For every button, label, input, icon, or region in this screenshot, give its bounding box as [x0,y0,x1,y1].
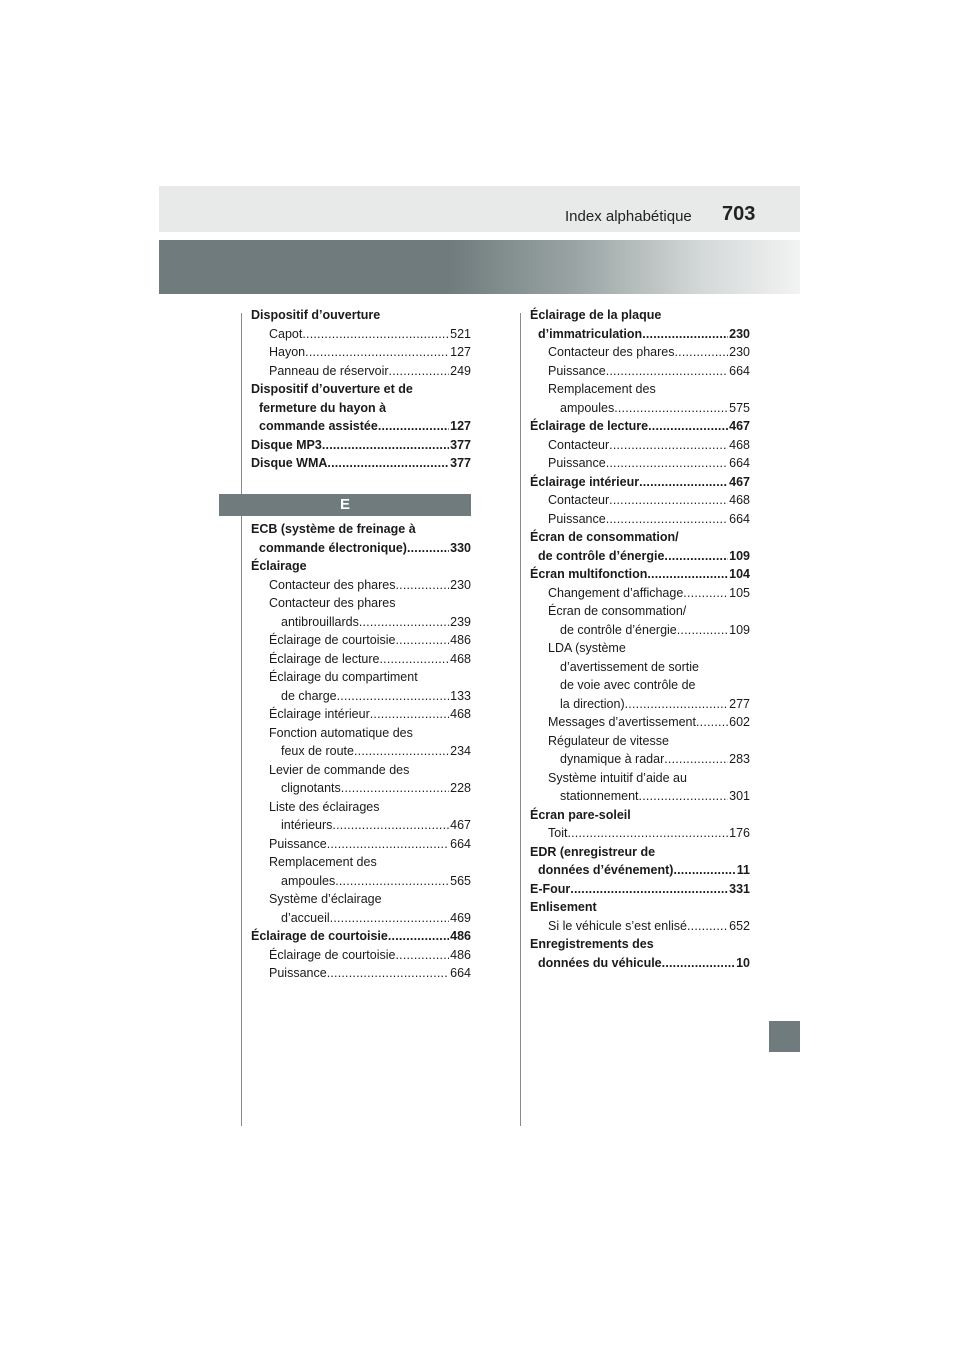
dot-leader [683,584,728,603]
index-entry-text: Levier de commande des [269,762,410,777]
index-entry-page: 486 [450,633,471,647]
dot-leader [378,417,449,436]
index-entry-page: 133 [450,688,471,703]
dot-leader [614,399,728,418]
index-entry-page: 105 [729,585,750,600]
index-entry [530,362,750,381]
index-entry-label: clignotants [281,781,341,795]
left-column-rule [241,313,242,1126]
index-entry-text: Éclairage [251,559,307,573]
dot-leader [625,695,729,714]
left-column-top [251,306,471,473]
index-entry [530,325,750,344]
index-entry [251,576,471,595]
index-entry-page: 331 [729,881,750,896]
dot-leader [609,491,728,510]
index-entry-page: 104 [729,567,750,581]
index-entry-label: ampoules [281,873,336,888]
dot-leader [642,325,728,344]
dot-leader [354,742,449,761]
dot-leader [332,816,449,835]
index-entry-text: Dispositif d’ouverture [251,308,381,322]
index-entry-page: 230 [450,577,471,592]
index-entry-page: 11 [736,863,750,877]
index-entry-text: Remplacement des [548,382,656,396]
index-entry-label: ampoules [560,400,615,415]
index-entry [530,621,750,640]
index-entry-page: 664 [729,363,750,378]
index-entry [530,454,750,473]
index-entry [251,705,471,724]
index-entry-label: Contacteur [548,437,610,452]
index-entry [251,964,471,983]
dot-leader [639,787,729,806]
index-entry-text: Enregistrements des [530,937,654,951]
index-entry-page: 230 [729,345,750,359]
index-entry [530,861,750,880]
index-entry-page: 467 [729,474,750,489]
index-entry-page: 377 [450,437,471,452]
index-entry [530,417,750,436]
dot-leader [606,454,728,473]
index-entry [251,325,471,344]
index-entry [251,417,471,436]
dot-leader [341,779,449,798]
index-entry-page: 469 [450,910,471,925]
index-entry [530,750,750,769]
index-entry [530,399,750,418]
index-entry-page: 127 [450,419,471,433]
index-entry-label: Si le véhicule s’est enlisé [548,918,687,933]
index-entry [530,880,750,899]
index-entry-label: Puissance [548,511,606,526]
dot-leader [606,362,728,381]
index-entry [251,742,471,761]
index-entry-label: données d’événement) [538,863,674,877]
header-bar [159,186,800,232]
dot-leader [696,713,728,732]
index-entry-page: 249 [450,363,471,378]
index-entry [251,650,471,669]
page-number: 703 [722,203,756,225]
index-entry [530,343,750,362]
index-entry-page: 10 [736,955,750,970]
index-entry-page: 301 [729,789,750,803]
index-entry [251,613,471,632]
right-column [530,306,750,972]
index-entry [530,491,750,510]
index-entry-text: LDA (système [548,641,626,655]
index-entry-label: Puissance [269,836,327,851]
index-entry-label: d’accueil [281,910,330,925]
index-entry-label: données du véhicule [538,955,662,970]
index-entry-label: Contacteur des phares [269,577,396,592]
dot-leader [330,909,450,928]
dot-leader [662,954,735,973]
index-entry-text: Liste des éclairages [269,799,380,814]
index-entry-label: Éclairage de courtoisie [251,929,388,943]
index-entry-label: Puissance [269,966,327,980]
index-entry-label: Contacteur [548,493,610,507]
index-entry-page: 468 [729,493,750,507]
index-entry-text: Écran pare-soleil [530,807,631,822]
index-entry-page: 468 [450,651,471,666]
dot-leader [389,362,450,381]
index-entry-label: la direction) [560,696,625,711]
index-entry-text: EDR (enregistreur de [530,844,656,859]
index-entry-label: commande électronique) [259,540,407,555]
index-entry-label: Éclairage intérieur [269,707,370,721]
dot-leader [359,613,449,632]
index-entry-text: Remplacement des [269,855,377,869]
index-entry-text: de voie avec contrôle de [560,678,696,692]
dot-leader [606,510,728,529]
index-entry-label: Changement d’affichage [548,585,684,600]
index-entry [251,631,471,650]
index-entry-page: 664 [729,456,750,470]
index-entry [251,816,471,835]
index-entry-page: 664 [450,966,471,980]
index-entry [530,584,750,603]
index-entry-label: Hayon [269,345,306,359]
index-entry [530,565,750,584]
index-entry-page: 486 [450,929,471,943]
dot-leader [395,946,449,965]
index-entry-page: 228 [450,781,471,795]
index-entry-label: Disque MP3 [251,437,322,452]
index-entry-page: 283 [729,752,750,766]
index-entry-page: 652 [729,918,750,933]
index-entry-label: Éclairage de courtoisie [269,633,396,647]
index-entry [251,436,471,455]
index-entry [251,927,471,946]
index-entry [251,454,471,473]
index-entry [251,909,471,928]
dot-leader [567,824,728,843]
index-entry-label: E-Four [530,881,571,896]
dot-leader [677,621,728,640]
left-column-bottom [251,520,471,983]
section-header-e: E [219,494,471,516]
index-entry-label: Puissance [548,456,606,470]
index-entry [251,362,471,381]
index-entry-text: d’avertissement de sortie [560,659,699,674]
index-entry-page: 127 [450,345,471,359]
index-entry [530,787,750,806]
dot-leader [322,436,449,455]
index-entry-page: 565 [450,873,471,888]
dot-leader [609,436,728,455]
index-entry-label: dynamique à radar [560,752,665,766]
index-entry-label: Éclairage intérieur [530,474,640,489]
dot-leader [664,750,728,769]
index-entry-text: Éclairage du compartiment [269,670,418,684]
dot-leader [395,576,449,595]
dot-leader [302,325,449,344]
page-title: Index alphabétique [565,208,692,225]
dot-leader [570,880,728,899]
index-entry-page: 468 [729,437,750,452]
dot-leader [648,417,728,436]
right-column-rule [520,313,521,1126]
index-entry [251,835,471,854]
thumb-index-tab [769,1021,800,1052]
index-entry-page: 239 [450,614,471,629]
dot-leader [673,861,735,880]
index-entry-label: commande assistée [259,419,378,433]
index-entry-page: 377 [450,456,471,470]
index-entry-page: 176 [729,826,750,840]
index-entry-label: Panneau de réservoir [269,363,389,378]
index-entry [251,779,471,798]
dot-leader [305,343,449,362]
index-entry-text: ECB (système de freinage à [251,522,416,536]
index-entry-label: de contrôle d’énergie [560,622,677,637]
dot-leader [379,650,449,669]
index-entry-page: 664 [450,836,471,851]
index-entry-label: stationnement [560,789,639,803]
index-entry-text: Contacteur des phares [269,596,396,610]
index-entry [530,547,750,566]
index-entry-text: Écran de consommation/ [548,604,687,618]
index-entry-label: Capot [269,326,303,341]
index-entry-label: Contacteur des phares [548,345,675,359]
index-entry [251,872,471,891]
index-entry [530,917,750,936]
index-entry-page: 664 [729,511,750,526]
index-entry-label: Éclairage de courtoisie [269,947,396,962]
index-entry-page: 234 [450,744,471,758]
dot-leader [687,917,728,936]
index-entry [530,713,750,732]
index-entry-label: de charge [281,688,337,703]
dot-leader [639,473,728,492]
index-entry [530,510,750,529]
index-entry-page: 109 [729,548,750,563]
dot-leader [337,687,450,706]
index-entry [251,343,471,362]
index-entry [530,695,750,714]
index-entry-page: 467 [450,818,471,832]
index-entry-label: Messages d’avertissement [548,715,696,729]
index-entry [530,473,750,492]
index-entry-text: Écran de consommation/ [530,530,679,544]
index-entry-page: 486 [450,947,471,962]
index-entry-label: Toit [548,826,568,840]
index-entry-page: 109 [729,622,750,637]
index-entry [530,954,750,973]
index-entry-label: de contrôle d’énergie [538,548,665,563]
index-entry-label: Éclairage de lecture [269,651,380,666]
index-entry-text: fermeture du hayon à [259,400,387,415]
index-entry-label: Éclairage de lecture [530,419,649,433]
index-entry [530,436,750,455]
index-entry [251,539,471,558]
dot-leader [327,835,449,854]
index-entry-page: 575 [729,400,750,415]
dot-leader [664,547,728,566]
dot-leader [647,565,728,584]
index-entry-label: antibrouillards [281,614,359,629]
index-entry-page: 521 [450,326,471,341]
dot-leader [327,964,449,983]
dot-leader [395,631,449,650]
index-entry-page: 467 [729,419,750,433]
index-entry-label: feux de route [281,744,354,758]
index-entry-label: d’immatriculation [538,326,643,341]
index-entry-page: 277 [729,696,750,711]
index-entry-text: Système d’éclairage [269,892,382,906]
index-entry-text: Enlisement [530,900,597,914]
dot-leader [327,454,449,473]
dot-leader [388,927,449,946]
dot-leader [407,539,449,558]
index-entry-label: Disque WMA [251,456,328,470]
header-band [159,240,800,294]
index-entry-page: 602 [729,715,750,729]
index-entry-page: 230 [729,326,750,341]
index-entry [530,824,750,843]
index-entry-text: Éclairage de la plaque [530,308,662,322]
index-entry-page: 468 [450,707,471,721]
dot-leader [335,872,449,891]
index-entry-text: Régulateur de vitesse [548,733,669,748]
index-entry-text: Fonction automatique des [269,725,413,740]
dot-leader [370,705,449,724]
dot-leader [674,343,728,362]
index-entry-page: 330 [450,540,471,555]
index-entry-text: Dispositif d’ouverture et de [251,382,413,396]
index-entry-label: intérieurs [281,818,333,832]
index-entry-text: Système intuitif d’aide au [548,770,687,785]
index-entry-label: Écran multifonction [530,567,648,581]
index-entry [251,946,471,965]
index-entry [251,687,471,706]
index-entry-label: Puissance [548,363,606,378]
